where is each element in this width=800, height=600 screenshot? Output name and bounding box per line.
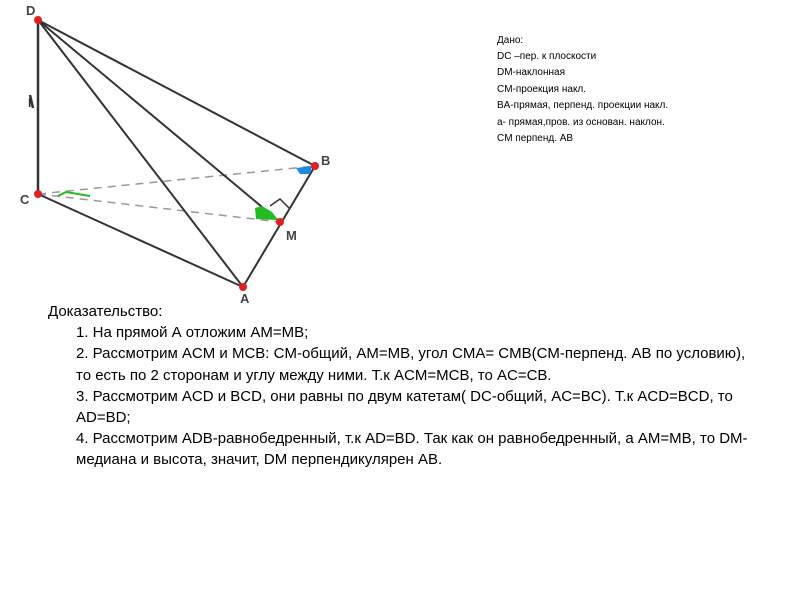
given-item: CM перпенд. AB [497,133,574,144]
given-block [497,35,697,150]
edge-da [38,20,243,287]
given-item: а- прямая,пров. из основан. наклон. [497,116,665,128]
edge-cb-hidden [38,166,315,194]
proof-step: 4. Рассмотрим ADB-равнобедренный, т.к AD=BD. Так как он равнобедренный, а AM=MB, то DM-медиана и высота, значит, DM перпендикулярен AB. [76,430,748,469]
edge-ab [243,166,315,287]
label-d: D [26,3,36,18]
point-m [276,218,284,226]
angle-b-marker [296,166,312,174]
pyramid-figure [0,0,360,310]
angle-cma-marker [255,206,278,220]
label-edge-mark: I [28,96,32,110]
right-angle-m-mark [270,199,289,208]
point-b [311,162,319,170]
label-a: A [240,291,250,306]
proof-step: 1. На прямой А отложим AM=MB; [76,324,309,342]
label-b: B [321,153,331,168]
label-c: C [20,192,30,207]
given-item: BA-прямая, перпенд. проекции накл. [497,100,669,111]
proof-step: 2. Рассмотрим ACM и MCB: CM-общий, AM=MB, угол CMA= CMB(CM-перпенд. AB по условию), то есть по 2 сторонам и углу между ними. Т.к ACM=MCB, то AC=CB. [76,345,746,384]
edge-dm [38,20,280,222]
proof-heading: Доказательство: [48,303,163,320]
given-item: DC –пер. к плоскости [497,50,597,62]
proof-block [48,301,748,471]
edge-cm-hidden [38,194,280,222]
edge-ca [38,194,243,287]
label-m: M [286,228,297,243]
proof-step: 3. Рассмотрим ACD и BCD, они равны по двум катетам( DC-общий, AC=BC). Т.к ACD=BCD, то AD=BD; [76,387,733,427]
point-c [34,190,42,198]
right-angle-cm-mark [58,192,90,196]
given-item: CM-проекция накл. [497,83,587,95]
given-item: DM-наклонная [497,67,565,78]
point-a [239,283,247,291]
edge-db [38,20,315,166]
given-heading: Дано: [497,35,524,46]
